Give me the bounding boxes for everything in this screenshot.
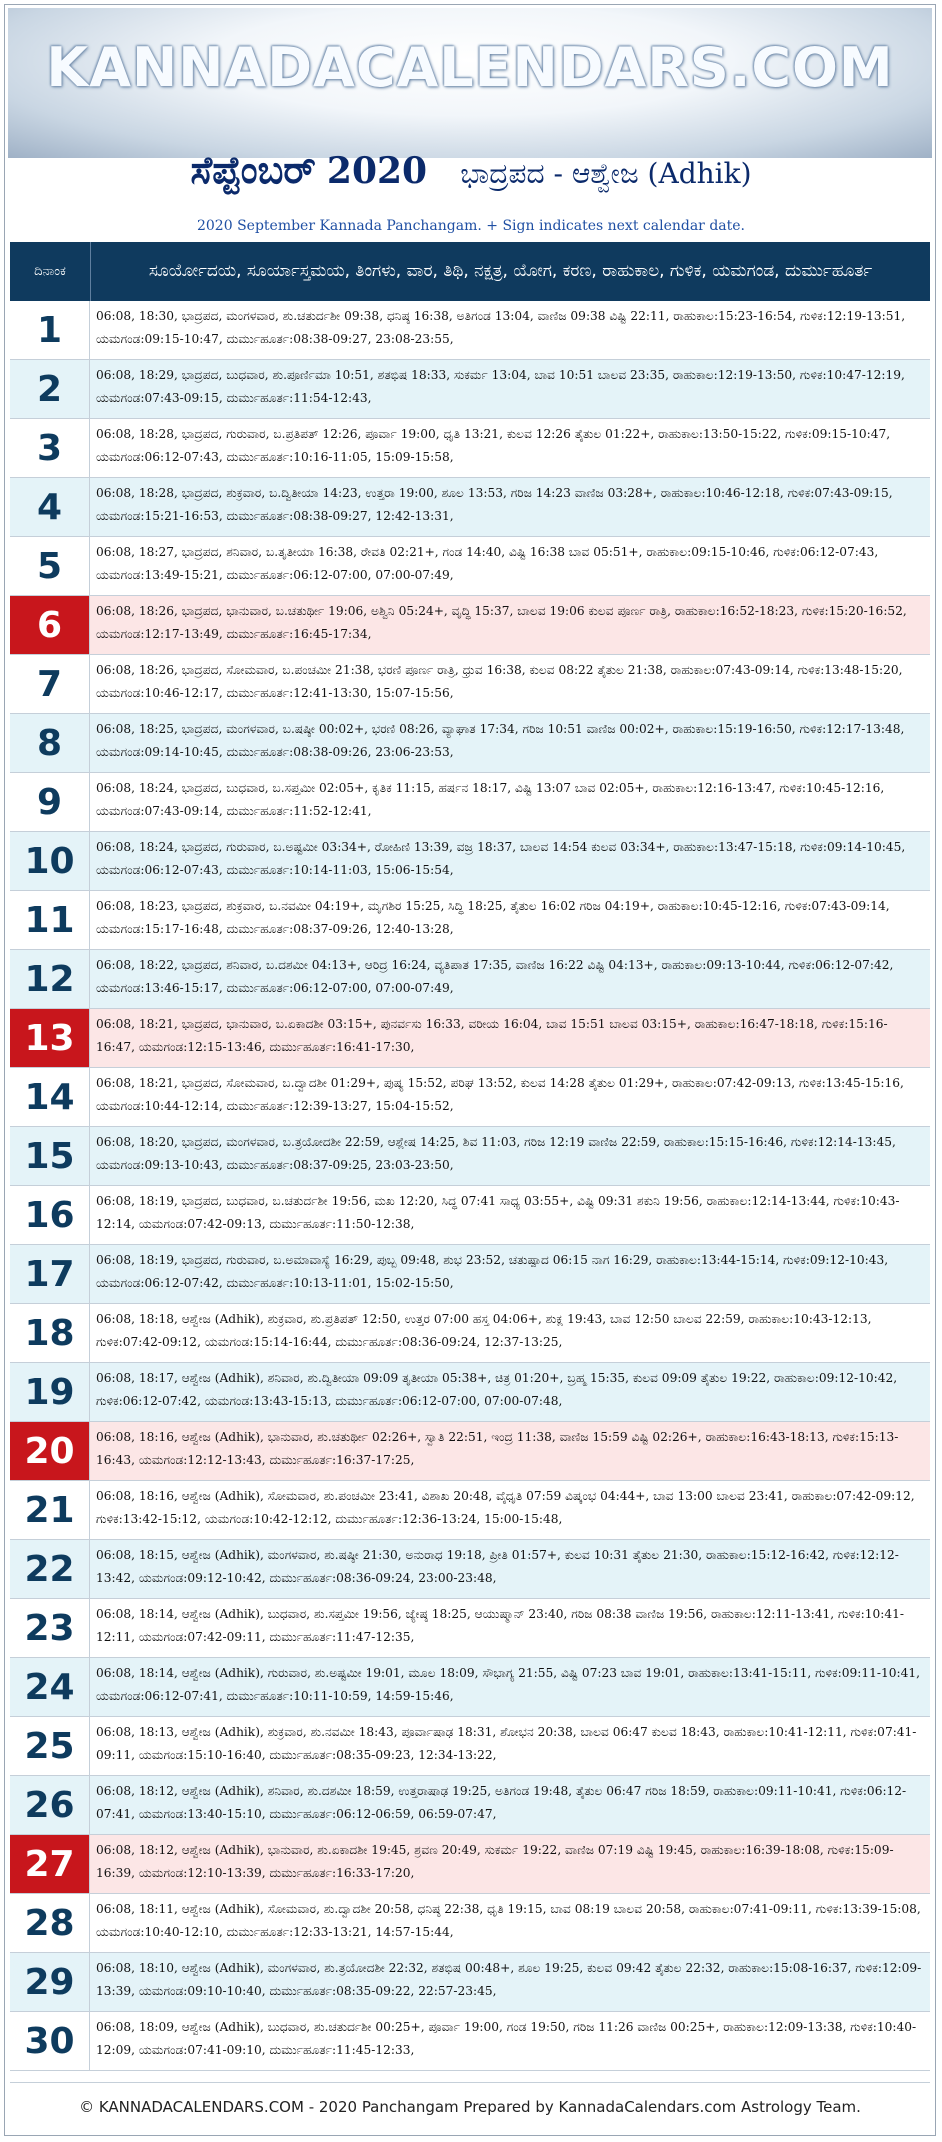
panchangam-details: 06:08, 18:16, ಆಶ್ವೇಜ (Adhik), ಭಾನುವಾರ, ಶು.ಚತುರ್ಥೀ 02:26+, ಸ್ವಾತಿ 22:51, ಇಂದ್ರ 11:38, ವಾಣಿಜ 15:59 ವಿಷ್ಟಿ 02:26+, ರಾಹುಕಾಲ:16:43-18:13, ಗುಳಿಕ:15:13-16:43, ಯಮಗಂಡ:12:12-13:43, ದುರ್ಮುಹೂರ್ತ:16:37-17:25, — [96, 1430, 899, 1467]
date-number: 2 — [10, 360, 90, 418]
table-row — [10, 1953, 930, 2012]
table-row — [10, 1422, 930, 1481]
panchangam-details: 06:08, 18:13, ಆಶ್ವೇಜ (Adhik), ಶುಕ್ರವಾರ, ಶು.ನವಮೀ 18:43, ಪೂರ್ವಾಷಾಢ 18:31, ಶೋಭನ 20:38, ಬಾಲವ 06:47 ಕುಲವ 18:43, ರಾಹುಕಾಲ:10:41-12:11, ಗುಳಿಕ:07:41-09:11, ಯಮಗಂಡ:15:10-16:40, ದುರ್ಮುಹೂರ್ತ:08:35-09:23, 12:34-13:22, — [96, 1725, 917, 1762]
date-number: 10 — [10, 832, 90, 890]
table-row — [10, 360, 930, 419]
date-number: 23 — [10, 1599, 90, 1657]
date-number: 8 — [10, 714, 90, 772]
table-row — [10, 1481, 930, 1540]
header-banner — [8, 8, 932, 158]
table-row — [10, 1068, 930, 1127]
table-row — [10, 1186, 930, 1245]
table-row — [10, 537, 930, 596]
panchangam-details: 06:08, 18:23, ಭಾದ್ರಪದ, ಶುಕ್ರವಾರ, ಬ.ನವಮೀ 04:19+, ಮೃಗಶಿರ 15:25, ಸಿದ್ಧಿ 18:25, ತೈತುಲ 16:02 ಗರಿಜ 04:19+, ರಾಹುಕಾಲ:10:45-12:16, ಗುಳಿಕ:07:43-09:14, ಯಮಗಂಡ:15:17-16:48, ದುರ್ಮುಹೂರ್ತ:08:37-09:26, 12:40-13:28, — [96, 899, 890, 936]
table-row — [10, 1127, 930, 1186]
table-row — [10, 1776, 930, 1835]
panchangam-details: 06:08, 18:18, ಆಶ್ವೇಜ (Adhik), ಶುಕ್ರವಾರ, ಶು.ಪ್ರತಿಪತ್ 12:50, ಉತ್ತರ 07:00 ಹಸ್ತ 04:06+, ಶುಕ್ಲ 19:43, ಬಾವ 12:50 ಬಾಲವ 22:59, ರಾಹುಕಾಲ:10:43-12:13, ಗುಳಿಕ:07:42-09:12, ಯಮಗಂಡ:15:14-16:44, ದುರ್ಮುಹೂರ್ತ:08:36-09:24, 12:37-13:25, — [96, 1312, 872, 1349]
date-number: 11 — [10, 891, 90, 949]
column-header-details: ಸೂರ್ಯೋದಯ, ಸೂರ್ಯಾಸ್ತಮಯ, ತಿಂಗಳು, ವಾರ, ತಿಥಿ, ನಕ್ಷತ್ರ, ಯೋಗ, ಕರಣ, ರಾಹುಕಾಲ, ಗುಳಿಕ, ಯಮಗಂಡ, ದುರ್ಮುಹೂರ್ತ — [148, 261, 873, 281]
date-number: 27 — [10, 1835, 90, 1893]
table-row — [10, 891, 930, 950]
table-row — [10, 419, 930, 478]
date-number: 18 — [10, 1304, 90, 1362]
table-row — [10, 655, 930, 714]
date-number: 29 — [10, 1953, 90, 2011]
date-number: 21 — [10, 1481, 90, 1539]
date-number: 22 — [10, 1540, 90, 1598]
panchangam-details: 06:08, 18:20, ಭಾದ್ರಪದ, ಮಂಗಳವಾರ, ಬ.ತ್ರಯೋದಶೀ 22:59, ಆಶ್ಲೇಷ 14:25, ಶಿವ 11:03, ಗರಿಜ 12:19 ವಾಣಿಜ 22:59, ರಾಹುಕಾಲ:15:15-16:46, ಗುಳಿಕ:12:14-13:45, ಯಮಗಂಡ:09:13-10:43, ದುರ್ಮುಹೂರ್ತ:08:37-09:25, 23:03-23:50, — [96, 1135, 896, 1172]
panchangam-details: 06:08, 18:26, ಭಾದ್ರಪದ, ಸೋಮವಾರ, ಬ.ಪಂಚಮೀ 21:38, ಭರಣಿ ಪೂರ್ಣ ರಾತ್ರಿ, ಧ್ರುವ 16:38, ಕುಲವ 08:22 ತೈತುಲ 21:38, ರಾಹುಕಾಲ:07:43-09:14, ಗುಳಿಕ:13:48-15:20, ಯಮಗಂಡ:10:46-12:17, ದುರ್ಮುಹೂರ್ತ:12:41-13:30, 15:07-15:56, — [96, 663, 903, 700]
table-row — [10, 1245, 930, 1304]
table-row — [10, 1894, 930, 1953]
date-number: 25 — [10, 1717, 90, 1775]
date-number: 26 — [10, 1776, 90, 1834]
panchangam-details: 06:08, 18:30, ಭಾದ್ರಪದ, ಮಂಗಳವಾರ, ಶು.ಚತುರ್ದಶೀ 09:38, ಧನಿಷ್ಠ 16:38, ಅತಿಗಂಡ 13:04, ವಾಣಿಜ 09:38 ವಿಷ್ಟಿ 22:11, ರಾಹುಕಾಲ:15:23-16:54, ಗುಳಿಕ:12:19-13:51, ಯಮಗಂಡ:09:15-10:47, ದುರ್ಮುಹೂರ್ತ:08:38-09:27, 23:08-23:55, — [96, 309, 906, 346]
month-heading — [0, 147, 942, 193]
date-number: 1 — [10, 301, 90, 359]
panchangam-details: 06:08, 18:27, ಭಾದ್ರಪದ, ಶನಿವಾರ, ಬ.ತೃತೀಯಾ 16:38, ರೇವತಿ 02:21+, ಗಂಡ 14:40, ವಿಷ್ಟಿ 16:38 ಬಾವ 05:51+, ರಾಹುಕಾಲ:09:15-10:46, ಗುಳಿಕ:06:12-07:43, ಯಮಗಂಡ:13:49-15:21, ದುರ್ಮುಹೂರ್ತ:06:12-07:00, 07:00-07:49, — [96, 545, 879, 582]
panchangam-details: 06:08, 18:29, ಭಾದ್ರಪದ, ಬುಧವಾರ, ಶು.ಪೂರ್ಣಿಮಾ 10:51, ಶತಭಿಷ 18:33, ಸುಕರ್ಮ 13:04, ಬಾವ 10:51 ಬಾಲವ 23:35, ರಾಹುಕಾಲ:12:19-13:50, ಗುಳಿಕ:10:47-12:19, ಯಮಗಂಡ:07:43-09:15, ದುರ್ಮುಹೂರ್ತ:11:54-12:43, — [96, 368, 905, 405]
date-number: 15 — [10, 1127, 90, 1185]
table-row — [10, 714, 930, 773]
table-row — [10, 950, 930, 1009]
date-number: 28 — [10, 1894, 90, 1952]
date-number: 6 — [10, 596, 90, 654]
date-number: 20 — [10, 1422, 90, 1480]
panchangam-details: 06:08, 18:10, ಆಶ್ವೇಜ (Adhik), ಮಂಗಳವಾರ, ಶು.ತ್ರಯೋದಶೀ 22:32, ಶತಭಿಷ 00:48+, ಶೂಲ 19:25, ಕುಲವ 09:42 ತೈತುಲ 22:32, ರಾಹುಕಾಲ:15:08-16:37, ಗುಳಿಕ:12:09-13:39, ಯಮಗಂಡ:09:10-10:40, ದುರ್ಮುಹೂರ್ತ:08:35-09:22, 22:57-23:45, — [96, 1961, 922, 1998]
date-number: 14 — [10, 1068, 90, 1126]
table-row — [10, 1599, 930, 1658]
panchangam-details: 06:08, 18:21, ಭಾದ್ರಪದ, ಸೋಮವಾರ, ಬ.ದ್ವಾದಶೀ 01:29+, ಪುಷ್ಯ 15:52, ಪರಿಘ 13:52, ಕುಲವ 14:28 ತೈತುಲ 01:29+, ರಾಹುಕಾಲ:07:42-09:13, ಗುಳಿಕ:13:45-15:16, ಯಮಗಂಡ:10:44-12:14, ದುರ್ಮುಹೂರ್ತ:12:39-13:27, 15:04-15:52, — [96, 1076, 904, 1113]
date-number: 16 — [10, 1186, 90, 1244]
date-number: 7 — [10, 655, 90, 713]
table-row — [10, 2012, 930, 2071]
date-number: 3 — [10, 419, 90, 477]
date-number: 9 — [10, 773, 90, 831]
panchangam-details: 06:08, 18:24, ಭಾದ್ರಪದ, ಗುರುವಾರ, ಬ.ಅಷ್ಟಮೀ 03:34+, ರೋಹಿಣಿ 13:39, ವಜ್ರ 18:37, ಬಾಲವ 14:54 ಕುಲವ 03:34+, ರಾಹುಕಾಲ:13:47-15:18, ಗುಳಿಕ:09:14-10:45, ಯಮಗಂಡ:06:12-07:43, ದುರ್ಮುಹೂರ್ತ:10:14-11:03, 15:06-15:54, — [96, 840, 906, 877]
panchangam-details: 06:08, 18:19, ಭಾದ್ರಪದ, ಬುಧವಾರ, ಬ.ಚತುರ್ದಶೀ 19:56, ಮಖ 12:20, ಸಿದ್ಧ 07:41 ಸಾಧ್ಯ 03:55+, ವಿಷ್ಟಿ 09:31 ಶಕುನಿ 19:56, ರಾಹುಕಾಲ:12:14-13:44, ಗುಳಿಕ:10:43-12:14, ಯಮಗಂಡ:07:42-09:13, ದುರ್ಮುಹೂರ್ತ:11:50-12:38, — [96, 1194, 900, 1231]
subtitle: 2020 September Kannada Panchangam. + Sign indicates next calendar date. — [196, 218, 745, 234]
panchangam-details: 06:08, 18:09, ಆಶ್ವೇಜ (Adhik), ಬುಧವಾರ, ಶು.ಚತುರ್ದಶೀ 00:25+, ಪೂರ್ವಾ 19:00, ಗಂಡ 19:50, ಗರಿಜ 11:26 ವಾಣಿಜ 00:25+, ರಾಹುಕಾಲ:12:09-13:38, ಗುಳಿಕ:10:40-12:09, ಯಮಗಂಡ:07:41-09:10, ದುರ್ಮುಹೂರ್ತ:11:45-12:33, — [96, 2020, 917, 2057]
panchangam-table — [10, 301, 930, 2071]
date-number: 30 — [10, 2012, 90, 2070]
date-number: 13 — [10, 1009, 90, 1067]
table-row — [10, 1540, 930, 1599]
footer-credit: © KANNADACALENDARS.COM - 2020 Panchangam Prepared by KannadaCalendars.com Astrology Team. — [10, 2082, 930, 2131]
date-number: 17 — [10, 1245, 90, 1303]
panchangam-details: 06:08, 18:21, ಭಾದ್ರಪದ, ಭಾನುವಾರ, ಬ.ಏಕಾದಶೀ 03:15+, ಪುನರ್ವಸು 16:33, ವರೀಯ 16:04, ಬಾವ 15:51 ಬಾಲವ 03:15+, ರಾಹುಕಾಲ:16:47-18:18, ಗುಳಿಕ:15:16-16:47, ಯಮಗಂಡ:12:15-13:46, ದುರ್ಮುಹೂರ್ತ:16:41-17:30, — [96, 1017, 888, 1054]
table-row — [10, 1009, 930, 1068]
column-header-date: ದಿನಾಂಕ — [10, 242, 91, 301]
table-row — [10, 1363, 930, 1422]
panchangam-details: 06:08, 18:11, ಆಶ್ವೇಜ (Adhik), ಸೋಮವಾರ, ಶು.ದ್ವಾದಶೀ 20:58, ಧನಿಷ್ಠ 22:38, ಧೃತಿ 19:15, ಬಾವ 08:19 ಬಾಲವ 20:58, ರಾಹುಕಾಲ:07:41-09:11, ಗುಳಿಕ:13:39-15:08, ಯಮಗಂಡ:10:40-12:10, ದುರ್ಮುಹೂರ್ತ:12:33-13:21, 14:57-15:44, — [96, 1902, 921, 1939]
panchangam-details: 06:08, 18:19, ಭಾದ್ರಪದ, ಗುರುವಾರ, ಬ.ಅಮಾವಾಸ್ಯೆ 16:29, ಪುಬ್ಬ 09:48, ಶುಭ 23:52, ಚತುಷ್ಪಾದ 06:15 ನಾಗ 16:29, ರಾಹುಕಾಲ:13:44-15:14, ಗುಳಿಕ:09:12-10:43, ಯಮಗಂಡ:06:12-07:42, ದುರ್ಮುಹೂರ್ತ:10:13-11:01, 15:02-15:50, — [96, 1253, 889, 1290]
panchangam-details: 06:08, 18:28, ಭಾದ್ರಪದ, ಗುರುವಾರ, ಬ.ಪ್ರತಿಪತ್ 12:26, ಪೂರ್ವಾ 19:00, ಧೃತಿ 13:21, ಕುಲವ 12:26 ತೈತುಲ 01:22+, ರಾಹುಕಾಲ:13:50-15:22, ಗುಳಿಕ:09:15-10:47, ಯಮಗಂಡ:06:12-07:43, ದುರ್ಮುಹೂರ್ತ:10:16-11:05, 15:09-15:58, — [96, 427, 891, 464]
year: 2020 — [326, 150, 428, 192]
panchangam-details: 06:08, 18:12, ಆಶ್ವೇಜ (Adhik), ಶನಿವಾರ, ಶು.ದಶಮೀ 18:59, ಉತ್ತರಾಷಾಢ 19:25, ಅತಿಗಂಡ 19:48, ತೈತುಲ 06:47 ಗರಿಜ 18:59, ರಾಹುಕಾಲ:09:11-10:41, ಗುಳಿಕ:06:12-07:41, ಯಮಗಂಡ:13:40-15:10, ದುರ್ಮುಹೂರ್ತ:06:12-06:59, 06:59-07:47, — [96, 1784, 907, 1821]
date-number: 12 — [10, 950, 90, 1008]
site-title[interactable]: KANNADACALENDARS.COM — [46, 36, 894, 99]
panchangam-details: 06:08, 18:22, ಭಾದ್ರಪದ, ಶನಿವಾರ, ಬ.ದಶಮೀ 04:13+, ಆರಿದ್ರ 16:24, ವ್ಯತಿಪಾತ 17:35, ವಾಣಿಜ 16:22 ವಿಷ್ಟಿ 04:13+, ರಾಹುಕಾಲ:09:13-10:44, ಗುಳಿಕ:06:12-07:42, ಯಮಗಂಡ:13:46-15:17, ದುರ್ಮುಹೂರ್ತ:06:12-07:00, 07:00-07:49, — [96, 958, 894, 995]
panchangam-details: 06:08, 18:12, ಆಶ್ವೇಜ (Adhik), ಭಾನುವಾರ, ಶು.ಏಕಾದಶೀ 19:45, ಶ್ರವಣ 20:49, ಸುಕರ್ಮ 19:22, ವಾಣಿಜ 07:19 ವಿಷ್ಟಿ 19:45, ರಾಹುಕಾಲ:16:39-18:08, ಗುಳಿಕ:15:09-16:39, ಯಮಗಂಡ:12:10-13:39, ದುರ್ಮುಹೂರ್ತ:16:33-17:20, — [96, 1843, 894, 1880]
panchangam-details: 06:08, 18:14, ಆಶ್ವೇಜ (Adhik), ಬುಧವಾರ, ಶು.ಸಪ್ತಮೀ 19:56, ಜ್ಯೇಷ್ಠ 18:25, ಆಯುಷ್ಮಾನ್ 23:40, ಗರಿಜ 08:38 ವಾಣಿಜ 19:56, ರಾಹುಕಾಲ:12:11-13:41, ಗುಳಿಕ:10:41-12:11, ಯಮಗಂಡ:07:42-09:11, ದುರ್ಮುಹೂರ್ತ:11:47-12:35, — [96, 1607, 904, 1644]
panchangam-details: 06:08, 18:14, ಆಶ್ವೇಜ (Adhik), ಗುರುವಾರ, ಶು.ಅಷ್ಟಮೀ 19:01, ಮೂಲ 18:09, ಸೌಭಾಗ್ಯ 21:55, ವಿಷ್ಟಿ 07:23 ಬಾವ 19:01, ರಾಹುಕಾಲ:13:41-15:11, ಗುಳಿಕ:09:11-10:41, ಯಮಗಂಡ:06:12-07:41, ದುರ್ಮುಹೂರ್ತ:10:11-10:59, 14:59-15:46, — [96, 1666, 921, 1703]
table-row — [10, 596, 930, 655]
table-row — [10, 478, 930, 537]
table-row — [10, 1658, 930, 1717]
panchangam-details: 06:08, 18:26, ಭಾದ್ರಪದ, ಭಾನುವಾರ, ಬ.ಚತುರ್ಥೀ 19:06, ಅಶ್ವಿನಿ 05:24+, ವೃದ್ಧಿ 15:37, ಬಾಲವ 19:06 ಕುಲವ ಪೂರ್ಣ ರಾತ್ರಿ, ರಾಹುಕಾಲ:16:52-18:23, ಗುಳಿಕ:15:20-16:52, ಯಮಗಂಡ:12:17-13:49, ದುರ್ಮುಹೂರ್ತ:16:45-17:34, — [96, 604, 907, 641]
month-name: ಸೆಪ್ಟೆಂಬರ್ — [190, 147, 316, 192]
date-number: 5 — [10, 537, 90, 595]
table-row — [10, 773, 930, 832]
date-number: 24 — [10, 1658, 90, 1716]
table-header — [10, 242, 930, 301]
panchangam-details: 06:08, 18:17, ಆಶ್ವೇಜ (Adhik), ಶನಿವಾರ, ಶು.ದ್ವಿತೀಯಾ 09:09 ತೃತೀಯಾ 05:38+, ಚಿತ್ರ 01:20+, ಬ್ರಹ್ಮ 15:35, ಕುಲವ 09:09 ತೈತುಲ 19:22, ರಾಹುಕಾಲ:09:12-10:42, ಗುಳಿಕ:06:12-07:42, ಯಮಗಂಡ:13:43-15:13, ದುರ್ಮುಹೂರ್ತ:06:12-07:00, 07:00-07:48, — [96, 1371, 898, 1408]
panchangam-details: 06:08, 18:24, ಭಾದ್ರಪದ, ಬುಧವಾರ, ಬ.ಸಪ್ತಮೀ 02:05+, ಕೃತಿಕ 11:15, ಹರ್ಷನ 18:17, ವಿಷ್ಟಿ 13:07 ಬಾವ 02:05+, ರಾಹುಕಾಲ:12:16-13:47, ಗುಳಿಕ:10:45-12:16, ಯಮಗಂಡ:07:43-09:14, ದುರ್ಮುಹೂರ್ತ:11:52-12:41, — [96, 781, 885, 818]
panchangam-details: 06:08, 18:28, ಭಾದ್ರಪದ, ಶುಕ್ರವಾರ, ಬ.ದ್ವಿತೀಯಾ 14:23, ಉತ್ತರಾ 19:00, ಶೂಲ 13:53, ಗರಿಜ 14:23 ವಾಣಿಜ 03:28+, ರಾಹುಕಾಲ:10:46-12:18, ಗುಳಿಕ:07:43-09:15, ಯಮಗಂಡ:15:21-16:53, ದುರ್ಮುಹೂರ್ತ:08:38-09:27, 12:42-13:31, — [96, 486, 893, 523]
table-row — [10, 1717, 930, 1776]
panchangam-details: 06:08, 18:15, ಆಶ್ವೇಜ (Adhik), ಮಂಗಳವಾರ, ಶು.ಷಷ್ಠೀ 21:30, ಅನುರಾಧ 19:18, ಪ್ರೀತಿ 01:57+, ಕುಲವ 10:31 ತೈತುಲ 21:30, ರಾಹುಕಾಲ:15:12-16:42, ಗುಳಿಕ:12:12-13:42, ಯಮಗಂಡ:09:12-10:42, ದುರ್ಮುಹೂರ್ತ:08:36-09:24, 23:00-23:48, — [96, 1548, 899, 1585]
panchangam-details: 06:08, 18:25, ಭಾದ್ರಪದ, ಮಂಗಳವಾರ, ಬ.ಷಷ್ಠೀ 00:02+, ಭರಣಿ 08:26, ವ್ಯಾಘಾತ 17:34, ಗರಿಜ 10:51 ವಾಣಿಜ 00:02+, ರಾಹುಕಾಲ:15:19-16:50, ಗುಳಿಕ:12:17-13:48, ಯಮಗಂಡ:09:14-10:45, ದುರ್ಮುಹೂರ್ತ:08:38-09:26, 23:06-23:53, — [96, 722, 905, 759]
date-number: 4 — [10, 478, 90, 536]
table-row — [10, 832, 930, 891]
table-row — [10, 301, 930, 360]
hindu-months: ಭಾದ್ರಪದ - ಆಶ್ವೇಜ (Adhik) — [460, 157, 752, 190]
date-number: 19 — [10, 1363, 90, 1421]
table-row — [10, 1835, 930, 1894]
table-row — [10, 1304, 930, 1363]
panchangam-details: 06:08, 18:16, ಆಶ್ವೇಜ (Adhik), ಸೋಮವಾರ, ಶು.ಪಂಚಮೀ 23:41, ವಿಶಾಖ 20:48, ವೈಧೃತಿ 07:59 ವಿಷ್ಕಂಭ 04:44+, ಬಾವ 13:00 ಬಾಲವ 23:41, ರಾಹುಕಾಲ:07:42-09:12, ಗುಳಿಕ:13:42-15:12, ಯಮಗಂಡ:10:42-12:12, ದುರ್ಮುಹೂರ್ತ:12:36-13:24, 15:00-15:48, — [96, 1489, 915, 1526]
